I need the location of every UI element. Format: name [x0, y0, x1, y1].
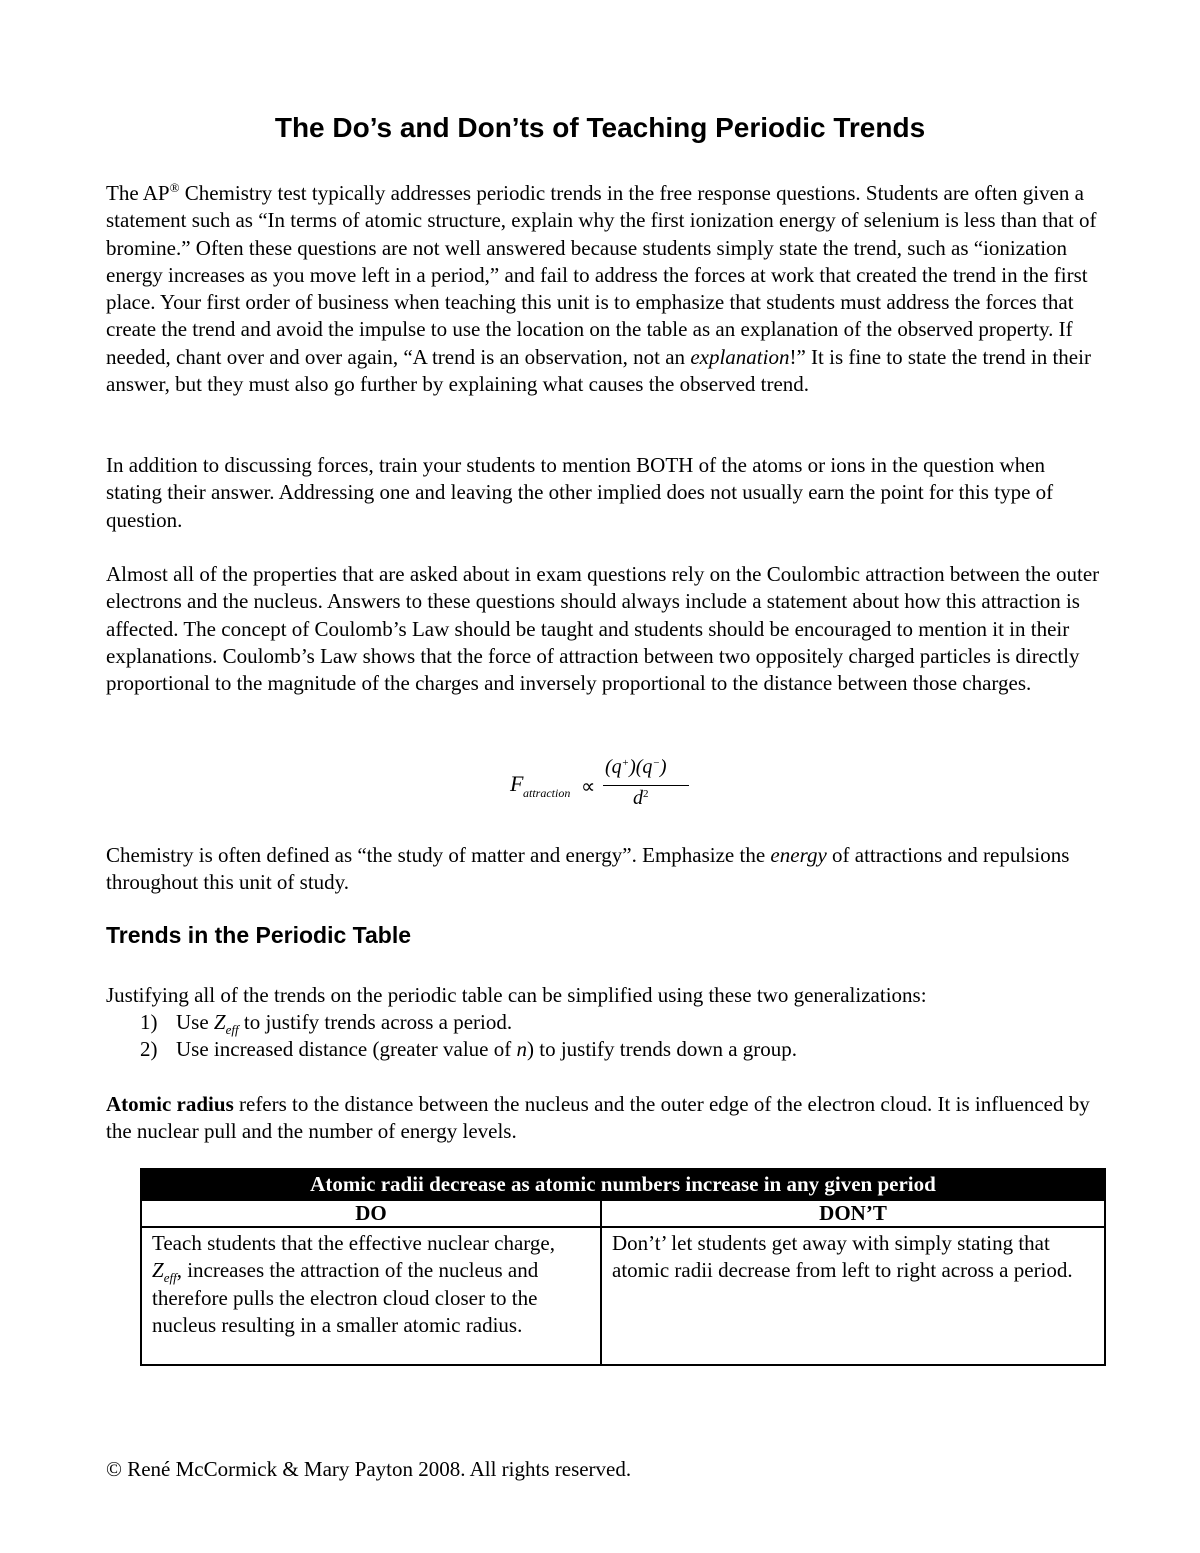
proportional-symbol: ∝: [581, 776, 596, 798]
list-item: 1) Use $Z_{eff}$ to justify trends across a period.: [140, 1010, 513, 1037]
fraction-bar: [603, 785, 689, 786]
atomic-radius-table: [140, 1168, 1106, 1366]
forces-paragraph: In addition to discussing forces, train your students to mention BOTH of the atoms or ions in the question when stating their answer. Addressing one and leaving the other implied does not usually earn the point for this type of question.: [106, 453, 1054, 532]
dont-cell: Don’t’ let students get away with simply stating that atomic radii decrease from left to right across a period.: [601, 1227, 1105, 1365]
page-title: The Do’s and Don’ts of Teaching Periodic Trends: [274, 112, 926, 143]
atomic-radius-paragraph: Atomic radius refers to the distance between the nucleus and the outer edge of the electron cloud. It is influenced by the nuclear pull and the number of energy levels.: [106, 1092, 1090, 1144]
section-heading: Trends in the Periodic Table: [106, 922, 412, 948]
registered-mark: ®: [169, 180, 180, 195]
energy-paragraph: Chemistry is often defined as “the study of matter and energy”. Emphasize the energy of attractions and repulsions throughout this unit of study.: [106, 843, 1070, 895]
intro-text-emphasis: explanation: [690, 344, 790, 369]
atomic-radius-term: Atomic radius: [106, 1092, 234, 1116]
formula-force: F: [510, 771, 524, 796]
intro-paragraph: [106, 180, 1106, 398]
intro-text-main: Chemistry test typically addresses periodic trends in the free response questions. Students are often given a statement such as “In terms of atomic structure, explain why the first ionization energy of selenium is less than that of bromine.” Often these questions are not well answered because students simply state the trend, such as “ionization energy increases as you move left in a period,” and fail to address the forces at work that created the trend in the first place. Your first order of business when teaching this unit is to emphasize that students must address the forces that create the trend and avoid the impulse to use the location on the table as an explanation of the observed property. If needed, chant over and over again, “A trend is an observation, not an: [106, 181, 1097, 369]
list-item: 2) Use increased distance (greater value of n) to justify trends down a group.: [140, 1037, 798, 1062]
column-header-dont: DON’T: [601, 1200, 1105, 1227]
coulomb-paragraph: Almost all of the properties that are asked about in exam questions rely on the Coulombic attraction between the outer electrons and the nucleus. Answers to these questions should always include a statement about how this attraction is affected. The concept of Coulomb’s Law should be taught and students should be encouraged to mention it in their explanations. Coulomb’s Law shows that the force of attraction between two oppositely charged particles is directly proportional to the magnitude of the charges and inversely proportional to the distance between those charges.: [106, 562, 1100, 696]
formula-denominator: $d^2$: [633, 787, 649, 809]
intro-text-start: The AP: [106, 181, 170, 205]
intro-text-end: !” It is fine to state the trend in their answer, but they must also go further by explaining what causes the observed trend.: [106, 344, 1091, 397]
column-header-do: DO: [141, 1200, 601, 1227]
table-row: [141, 1227, 1105, 1365]
do-cell: Teach students that the effective nuclear charge, $Z_{eff}$, increases the attraction of the nucleus and therefore pulls the electron cloud closer to the nucleus resulting in a smaller atomic radius.: [141, 1227, 601, 1365]
formula-force-subscript: attraction: [523, 786, 571, 800]
formula-numerator: (q+)(q−): [605, 756, 667, 778]
generalizations-intro: Justifying all of the trends on the periodic table can be simplified using these two generalizations:: [106, 983, 927, 1007]
energy-emphasis: energy: [770, 843, 827, 867]
table-banner: Atomic radii decrease as atomic numbers increase in any given period: [141, 1169, 1105, 1200]
coulomb-formula: [510, 756, 710, 816]
copyright-footer: © René McCormick & Mary Payton 2008. All rights reserved.: [106, 1457, 632, 1481]
generalizations-list: [106, 1009, 797, 1064]
